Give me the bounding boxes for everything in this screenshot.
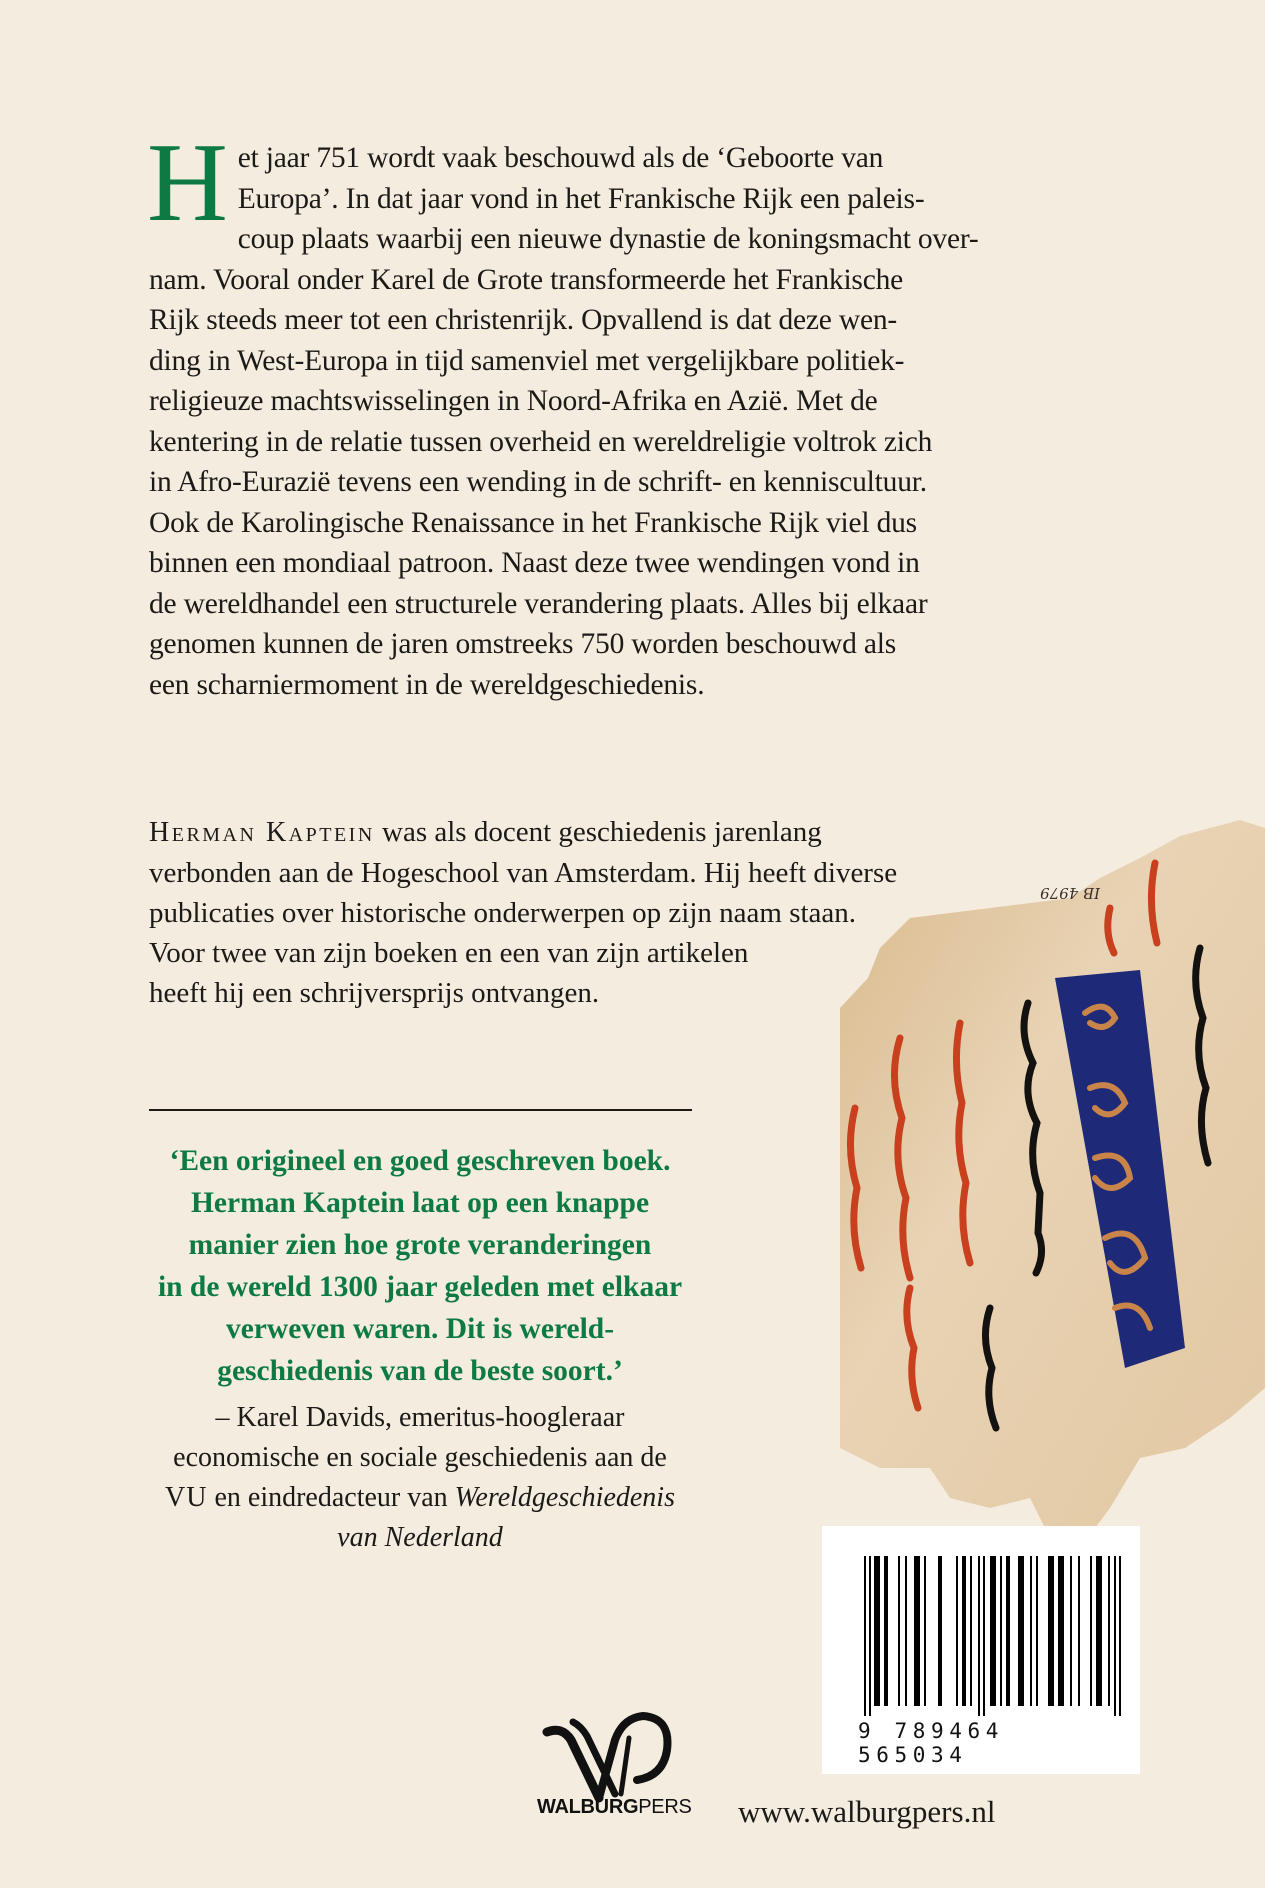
bio-line: Voor twee van zijn boeken en een van zijn artikelen [149,937,749,969]
blurb-line: nam. Vooral onder Karel de Grote transformeerde het Frankische [149,263,904,296]
author-name: Herman Kaptein [149,817,375,848]
quote-line: in de wereld 1300 jaar geleden met elkaar [157,1271,683,1303]
blurb-line: binnen een mondiaal patroon. Naast deze twee wendingen vond in [149,547,920,579]
blurb-line: in Afro-Eurazië tevens een wending in de schrift- en kenniscultuur. [149,466,927,498]
quote-line: Herman Kaptein laat op een knappe [190,1187,650,1219]
blurb-line: ding in West-Europa in tijd samenviel met vergelijkbare politiek- [149,344,905,377]
divider-rule [149,1109,692,1111]
blurb-line: de wereldhandel een structurele verandering plaats. Alles bij elkaar [149,587,928,620]
blurb-line: religieuze machtswisselingen in Noord-Afrika en Azië. Met de [149,385,878,417]
barcode-box [822,1526,1140,1774]
publisher-website: www.walburgpers.nl [738,1794,996,1829]
blurb-line: genomen kunnen de jaren omstreeks 750 worden beschouwd als [149,628,897,660]
blurb-line: kentering in de relatie tussen overheid en wereldreligie voltrok zich [149,425,933,458]
vu-abbreviation: VU [165,1482,208,1513]
publisher-name: WALBURGPERS [537,1796,692,1818]
blurb-line: Europa’. In dat jaar vond in het Frankische Rijk een paleis- [237,182,925,215]
isbn-barcode [864,1556,1122,1716]
drop-cap: H [147,121,228,245]
bio-line: Herman Kaptein was als docent geschiedenis jarenlang [149,816,822,848]
bio-line: heeft hij een schrijversprijs ontvangen. [149,977,600,1009]
author-bio [149,812,898,1013]
quote-line: verweven waren. Dit is wereld- [225,1313,615,1345]
quote-attribution: – Karel Davids, emeritus-hoogleraar economische en sociale geschiedenis aan de VU en eindredacteur van Wereldgeschiedenis van Nederland [165,1402,675,1553]
blurb-line: Ook de Karolingische Renaissance in het Frankische Rijk viel dus [149,506,917,539]
bio-line: publicaties over historische onderwerpen op zijn naam staan. [149,897,857,929]
quote-line: manier zien hoe grote veranderingen [188,1229,652,1261]
blurb-paragraph [147,121,1019,705]
fragment-label: IB 4979 [1040,884,1100,902]
bio-line: verbonden aan de Hogeschool van Amsterdam. Hij heeft diverse [149,857,898,889]
quote-line: geschiedenis van de beste soort.’ [217,1355,623,1387]
book-title: van Nederland [337,1522,503,1553]
quote-line: ‘Een origineel en goed geschreven boek. [169,1145,671,1177]
manuscript-fragment-image [840,808,1265,1578]
blurb-line: et jaar 751 wordt vaak beschouwd als de ‘Geboorte van [237,142,884,174]
isbn-number: 9 789464 565034 [858,1719,1004,1767]
blurb-line: een scharniermoment in de wereldgeschiedenis. [149,668,705,701]
book-title: Wereldgeschiedenis [454,1482,675,1513]
blurb-line: Rijk steeds meer tot een christenrijk. Opvallend is dat deze wen- [149,304,898,336]
blurb-line: coup plaats waarbij een nieuwe dynastie de koningsmacht over- [237,223,979,255]
review-quote [130,1140,710,1392]
